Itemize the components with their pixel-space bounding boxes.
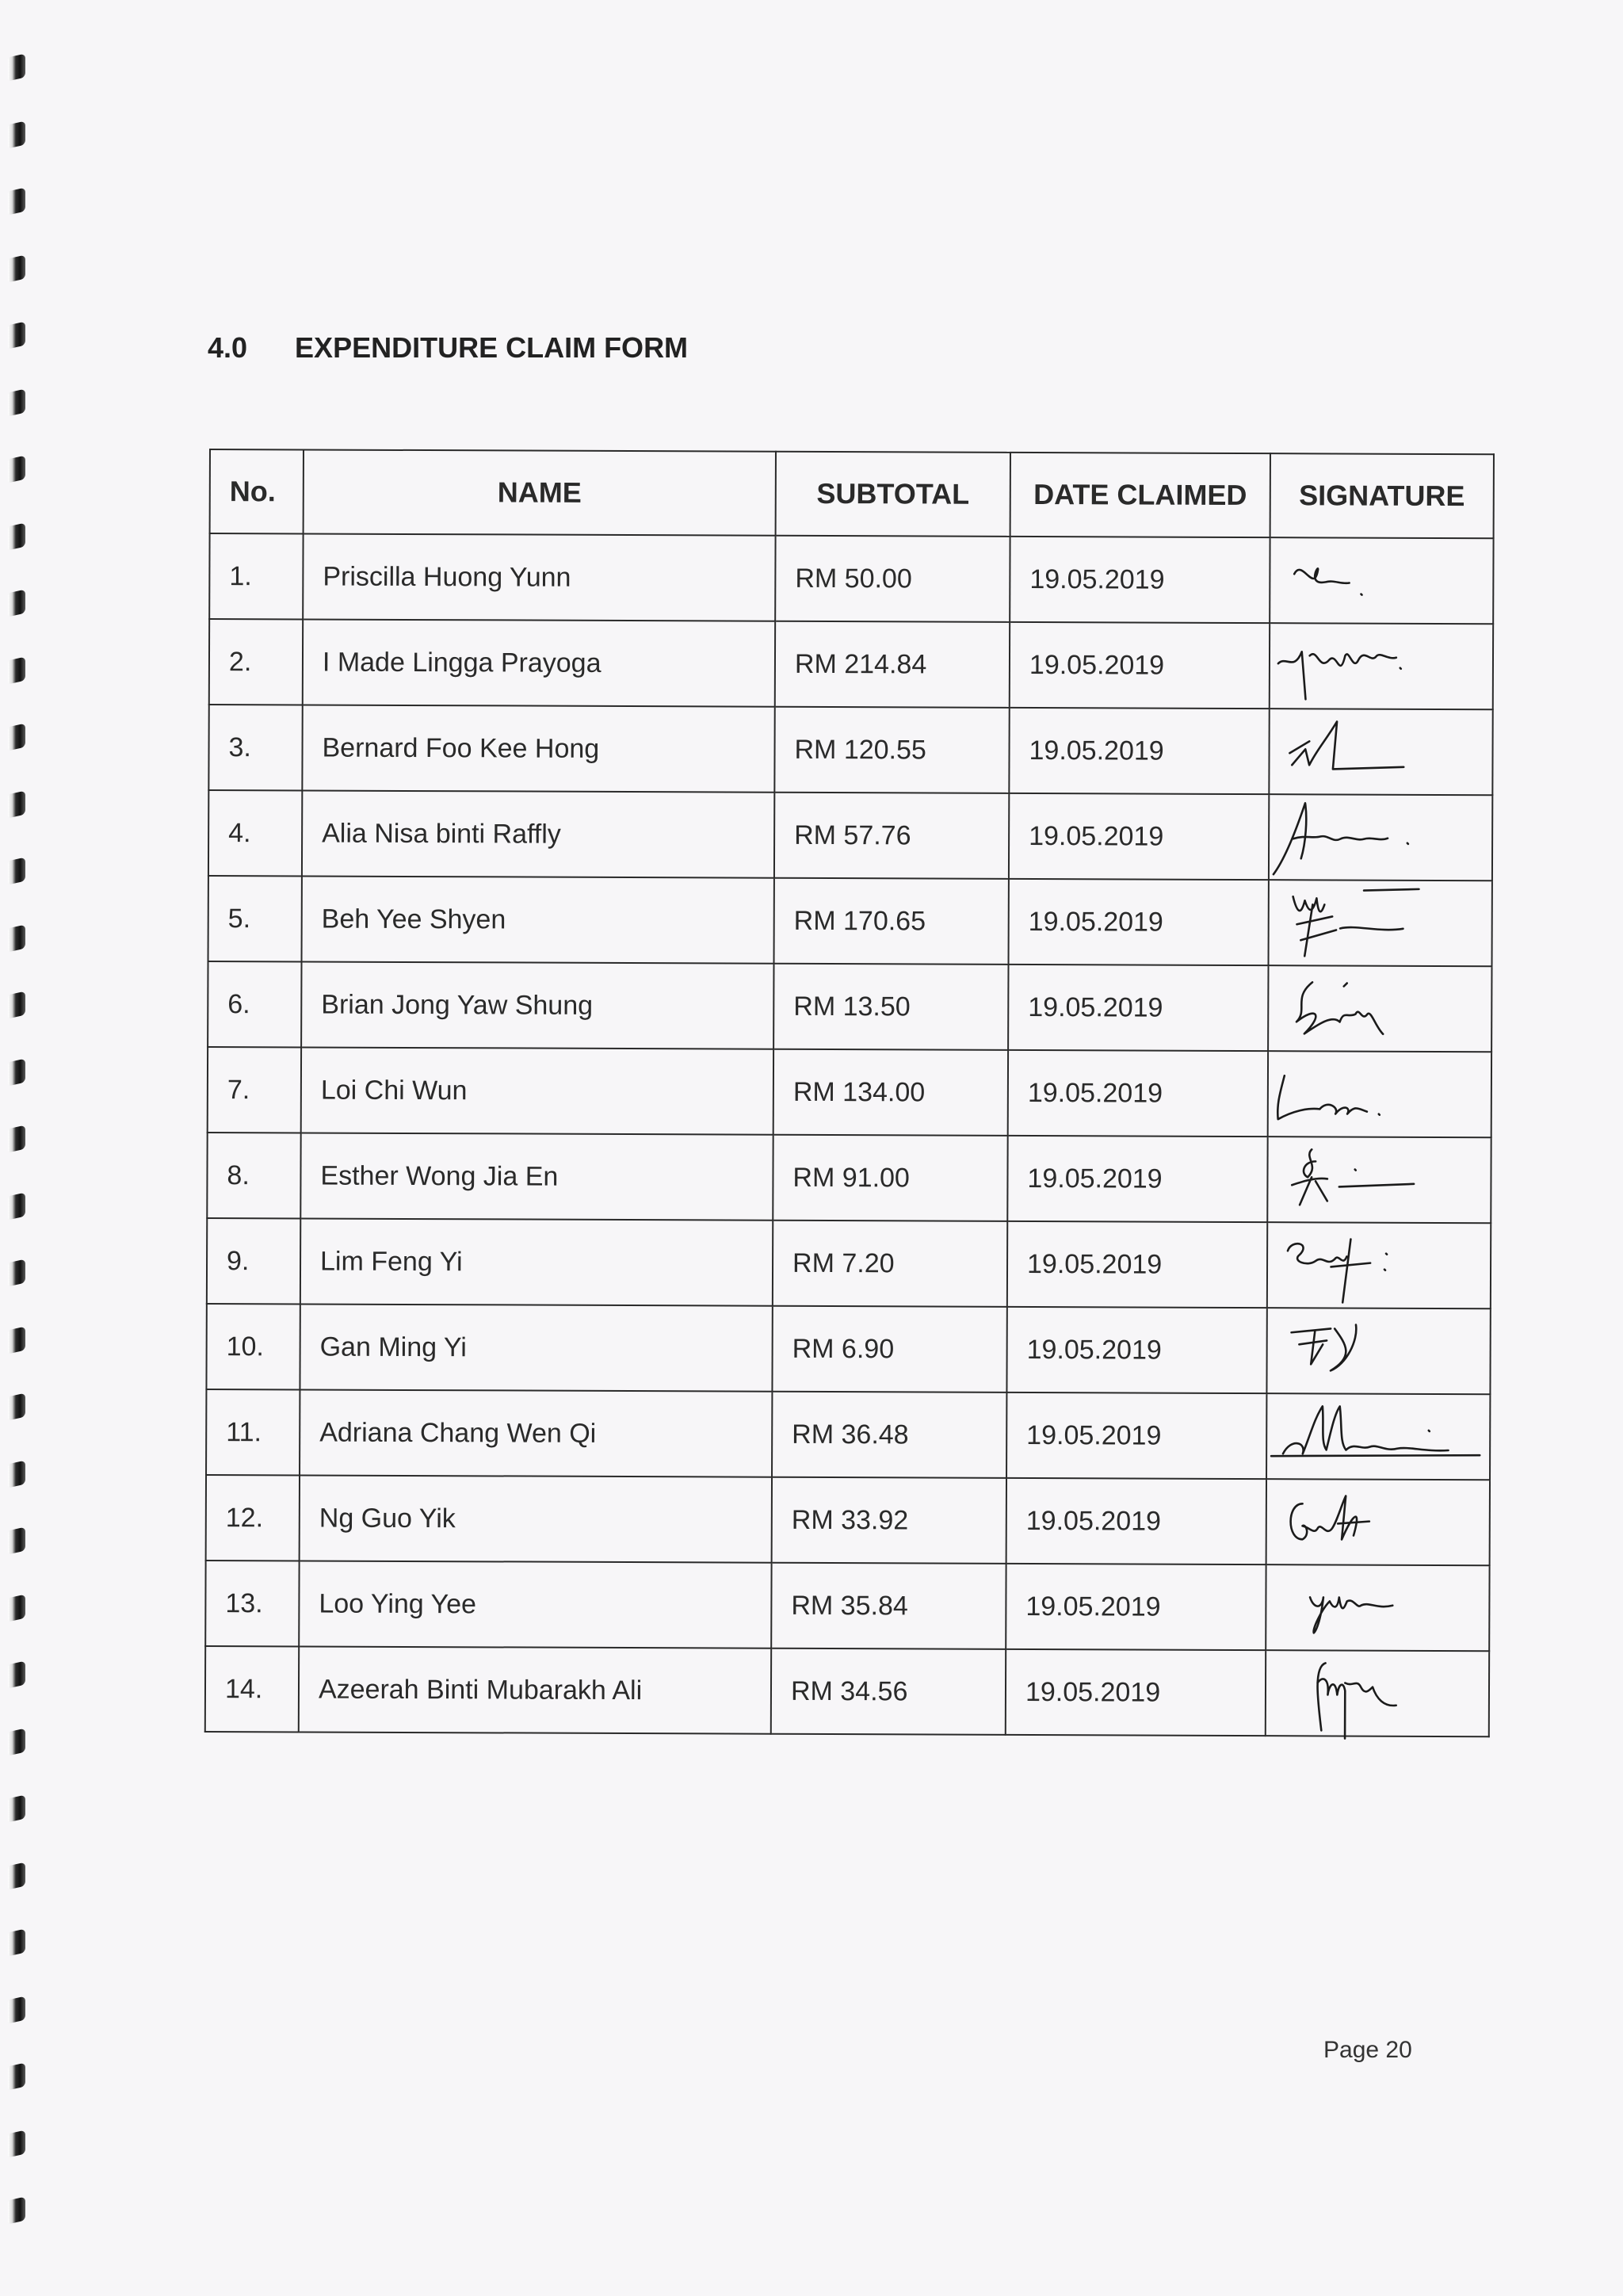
date-claimed: 19.05.2019 — [1007, 1136, 1267, 1222]
handwritten-signature — [1269, 1052, 1491, 1137]
signature-cell — [1267, 1137, 1491, 1223]
signature-cell — [1266, 1564, 1489, 1651]
binding-hole — [8, 1728, 25, 1755]
binding-hole — [8, 2130, 25, 2157]
date-claimed: 19.05.2019 — [1009, 708, 1269, 794]
signature-cell — [1269, 794, 1492, 881]
row-number: 8. — [207, 1133, 300, 1218]
subtotal-amount: RM 35.84 — [771, 1563, 1006, 1649]
binding-hole — [8, 790, 25, 818]
row-number: 6. — [208, 961, 301, 1047]
row-number: 3. — [208, 705, 302, 790]
row-number: 14. — [205, 1646, 299, 1732]
handwritten-signature — [1267, 1394, 1489, 1479]
binding-hole — [8, 188, 25, 216]
header-subtotal: SUBTOTAL — [776, 452, 1010, 537]
signature-cell — [1266, 1393, 1490, 1480]
expenditure-claim-table — [204, 449, 1495, 1737]
binding-hole — [8, 322, 25, 350]
handwritten-signature — [1266, 1651, 1488, 1736]
handwritten-signature — [1270, 795, 1491, 880]
signature-cell — [1268, 1051, 1491, 1137]
handwritten-signature — [1269, 966, 1491, 1051]
binding-hole — [8, 724, 25, 751]
binding-hole — [8, 456, 25, 483]
row-number: 10. — [206, 1304, 300, 1389]
subtotal-amount: RM 7.20 — [773, 1221, 1007, 1307]
section-title: EXPENDITURE CLAIM FORM — [295, 331, 689, 364]
signature-cell — [1270, 537, 1493, 624]
table-row — [206, 1475, 1490, 1565]
binding-hole — [8, 858, 25, 885]
claimant-name: Priscilla Huong Yunn — [303, 533, 775, 621]
subtotal-amount: RM 57.76 — [774, 793, 1009, 879]
table-row — [208, 705, 1492, 795]
binding-hole — [8, 1058, 25, 1086]
page-number: Page 20 — [1323, 2037, 1412, 2063]
section-number: 4.0 — [208, 331, 248, 364]
date-claimed: 19.05.2019 — [1007, 1221, 1267, 1308]
table-row — [209, 619, 1493, 709]
table-row — [205, 1561, 1489, 1651]
claimant-name: Loi Chi Wun — [301, 1047, 773, 1134]
date-claimed: 19.05.2019 — [1006, 1392, 1266, 1479]
row-number: 9. — [207, 1218, 300, 1304]
table-row — [208, 790, 1492, 881]
subtotal-amount: RM 91.00 — [773, 1135, 1007, 1221]
subtotal-amount: RM 34.56 — [771, 1648, 1006, 1735]
spiral-binding — [8, 55, 40, 2275]
section-heading — [208, 331, 688, 365]
header-date-claimed: DATE CLAIMED — [1010, 453, 1270, 537]
binding-hole — [8, 1326, 25, 1354]
date-claimed: 19.05.2019 — [1006, 1478, 1266, 1564]
binding-hole — [8, 1125, 25, 1153]
binding-hole — [8, 1259, 25, 1287]
binding-hole — [8, 54, 25, 82]
date-claimed: 19.05.2019 — [1008, 965, 1268, 1051]
binding-hole — [8, 2197, 25, 2225]
subtotal-amount: RM 33.92 — [772, 1477, 1006, 1564]
claimant-name: Alia Nisa binti Raffly — [302, 790, 774, 877]
signature-cell — [1270, 623, 1493, 709]
signature-cell — [1266, 1650, 1489, 1736]
date-claimed: 19.05.2019 — [1010, 537, 1270, 623]
signature-cell — [1266, 1308, 1490, 1394]
binding-hole — [8, 2063, 25, 2091]
claimant-name: Brian Jong Yaw Shung — [301, 961, 773, 1049]
row-number: 1. — [209, 533, 303, 619]
subtotal-amount: RM 170.65 — [774, 878, 1009, 965]
handwritten-signature — [1270, 709, 1491, 794]
handwritten-signature — [1267, 1308, 1489, 1393]
binding-hole — [8, 590, 25, 617]
binding-hole — [8, 1661, 25, 1689]
table-row — [206, 1389, 1490, 1480]
binding-hole — [8, 991, 25, 1019]
signature-cell — [1269, 880, 1492, 966]
subtotal-amount: RM 36.48 — [772, 1392, 1006, 1478]
subtotal-amount: RM 6.90 — [772, 1306, 1006, 1392]
binding-hole — [8, 924, 25, 952]
table-row — [206, 1304, 1490, 1394]
table-row — [209, 533, 1493, 624]
row-number: 4. — [208, 790, 302, 876]
binding-hole — [8, 1393, 25, 1421]
subtotal-amount: RM 13.50 — [773, 964, 1008, 1050]
signature-cell — [1269, 709, 1492, 795]
binding-hole — [8, 1460, 25, 1488]
subtotal-amount: RM 214.84 — [775, 621, 1010, 708]
signature-cell — [1266, 1479, 1490, 1565]
binding-hole — [8, 1527, 25, 1555]
date-claimed: 19.05.2019 — [1009, 879, 1269, 965]
header-signature: SIGNATURE — [1270, 453, 1494, 538]
binding-hole — [8, 1192, 25, 1220]
binding-hole — [8, 656, 25, 684]
date-claimed: 19.05.2019 — [1006, 1564, 1266, 1650]
table-header-row — [210, 449, 1494, 538]
subtotal-amount: RM 50.00 — [775, 536, 1010, 622]
handwritten-signature — [1270, 881, 1491, 965]
binding-hole — [8, 1862, 25, 1889]
date-claimed: 19.05.2019 — [1008, 1050, 1268, 1137]
handwritten-signature — [1270, 538, 1492, 623]
binding-hole — [8, 522, 25, 550]
handwritten-signature — [1266, 1565, 1488, 1650]
claimant-name: Adriana Chang Wen Qi — [300, 1389, 772, 1477]
binding-hole — [8, 120, 25, 148]
row-number: 13. — [205, 1561, 299, 1646]
claimant-name: Azeerah Binti Mubarakh Ali — [299, 1646, 771, 1733]
handwritten-signature — [1270, 624, 1492, 709]
signature-cell — [1267, 1222, 1491, 1308]
table-row — [205, 1646, 1489, 1736]
claimant-name: Loo Ying Yee — [299, 1561, 771, 1648]
handwritten-signature — [1268, 1137, 1490, 1222]
claimant-name: I Made Lingga Prayoga — [303, 619, 775, 706]
claimant-name: Beh Yee Shyen — [302, 876, 774, 963]
binding-hole — [8, 388, 25, 416]
subtotal-amount: RM 120.55 — [774, 707, 1009, 793]
date-claimed: 19.05.2019 — [1006, 1649, 1266, 1736]
claimant-name: Lim Feng Yi — [300, 1218, 773, 1305]
claimant-name: Bernard Foo Kee Hong — [302, 705, 774, 792]
row-number: 5. — [208, 876, 302, 961]
claimant-name: Esther Wong Jia En — [300, 1133, 773, 1220]
header-name: NAME — [304, 449, 776, 535]
row-number: 2. — [209, 619, 303, 705]
row-number: 7. — [208, 1047, 301, 1133]
binding-hole — [8, 1594, 25, 1622]
table-row — [208, 1047, 1491, 1137]
row-number: 12. — [206, 1475, 300, 1561]
binding-hole — [8, 1795, 25, 1823]
table-row — [207, 1218, 1491, 1308]
subtotal-amount: RM 134.00 — [773, 1049, 1008, 1136]
binding-hole — [8, 1996, 25, 2023]
date-claimed: 19.05.2019 — [1010, 622, 1270, 709]
table-row — [207, 1133, 1491, 1223]
binding-hole — [8, 254, 25, 282]
table-row — [208, 961, 1491, 1052]
date-claimed: 19.05.2019 — [1006, 1307, 1266, 1393]
handwritten-signature — [1268, 1223, 1490, 1308]
claimant-name: Ng Guo Yik — [300, 1475, 772, 1562]
claimant-name: Gan Ming Yi — [300, 1304, 772, 1391]
header-no: No. — [210, 449, 304, 533]
date-claimed: 19.05.2019 — [1009, 793, 1269, 880]
binding-hole — [8, 1929, 25, 1957]
table-row — [208, 876, 1492, 966]
row-number: 11. — [206, 1389, 300, 1475]
signature-cell — [1268, 965, 1491, 1052]
handwritten-signature — [1267, 1480, 1489, 1564]
